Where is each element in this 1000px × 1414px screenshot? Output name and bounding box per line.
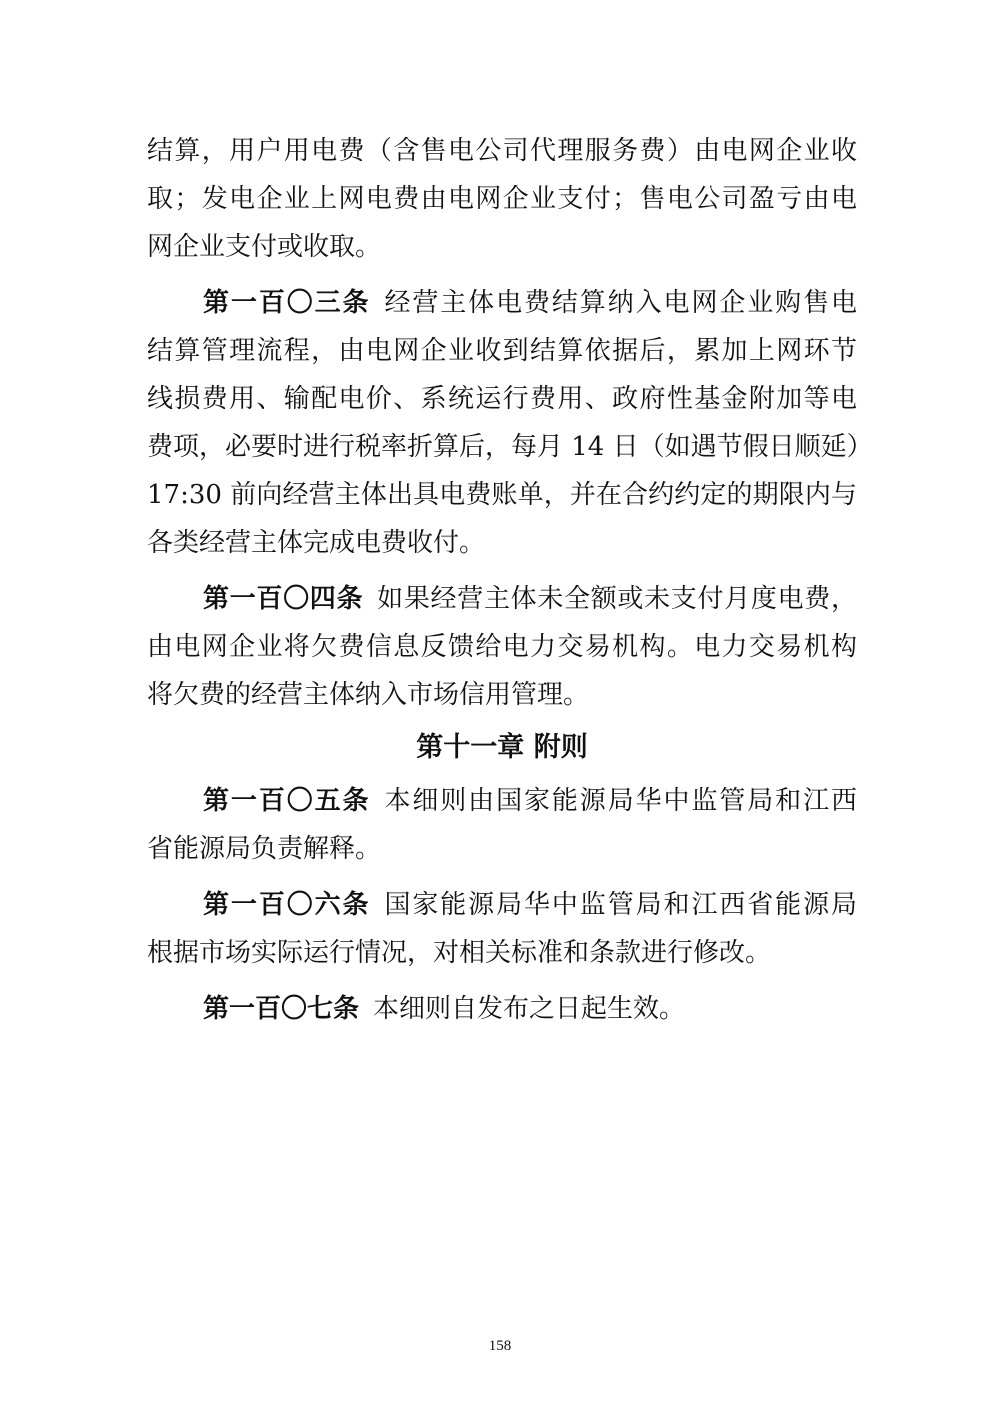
paragraph-line: 线损费用、输配电价、系统运行费用、政府性基金附加等电 bbox=[147, 384, 857, 414]
paragraph-line: 取；发电企业上网电费由电网企业支付；售电公司盈亏由电 bbox=[147, 184, 857, 214]
paragraph-line: 各类经营主体完成电费收付。 bbox=[147, 528, 486, 558]
article-104-heading: 第一百〇四条 bbox=[203, 584, 364, 614]
page-number: 158 bbox=[488, 1338, 512, 1354]
paragraph-line: 由电网企业将欠费信息反馈给电力交易机构。电力交易机构 bbox=[147, 632, 857, 662]
article-105-heading: 第一百〇五条 bbox=[203, 786, 371, 816]
paragraph-line: 网企业支付或收取。 bbox=[147, 232, 382, 262]
article-107-heading: 第一百〇七条 bbox=[203, 994, 360, 1024]
paragraph-line: 省能源局负责解释。 bbox=[147, 834, 382, 864]
article-103-heading: 第一百〇三条 bbox=[203, 288, 371, 318]
paragraph-line: 结算管理流程，由电网企业收到结算依据后，累加上网环节 bbox=[147, 336, 857, 366]
chapter-title: 第十一章 附则 bbox=[416, 732, 588, 763]
article-106-text: 国家能源局华中监管局和江西省能源局 bbox=[384, 890, 857, 920]
article-105-first-line bbox=[147, 777, 857, 825]
paragraph-line: 17:30 前向经营主体出具电费账单，并在合约约定的期限内与 bbox=[147, 480, 857, 510]
article-106-heading: 第一百〇六条 bbox=[203, 890, 371, 920]
article-105-text: 本细则由国家能源局华中监管局和江西 bbox=[384, 786, 857, 816]
article-103-first-line bbox=[147, 279, 857, 327]
article-106-first-line bbox=[147, 881, 857, 929]
paragraph-line: 根据市场实际运行情况，对相关标准和条款进行修改。 bbox=[147, 938, 772, 968]
paragraph-line: 将欠费的经营主体纳入市场信用管理。 bbox=[147, 680, 590, 710]
paragraph-line: 费项，必要时进行税率折算后，每月 14 日（如遇节假日顺延） bbox=[147, 432, 873, 462]
body-text bbox=[147, 127, 873, 1033]
article-107-first-line bbox=[147, 985, 857, 1033]
article-104-first-line bbox=[147, 575, 857, 623]
article-103-text: 经营主体电费结算纳入电网企业购售电 bbox=[384, 288, 857, 318]
article-107-text: 本细则自发布之日起生效。 bbox=[373, 994, 686, 1024]
article-104-text: 如果经营主体未全额或未支付月度电费， bbox=[377, 584, 857, 614]
paragraph-line: 结算，用户用电费（含售电公司代理服务费）由电网企业收 bbox=[147, 136, 857, 166]
